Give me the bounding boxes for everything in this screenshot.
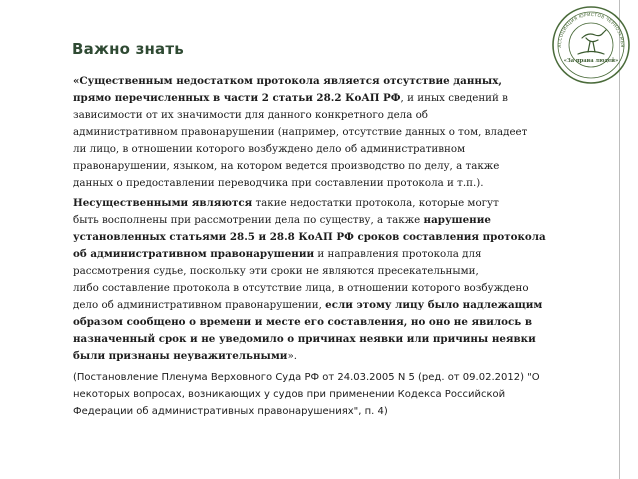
para2-line7: дело об административном правонарушении, если этому лицу было надлежащим (73, 299, 543, 311)
seal-motto: «За права людей» (563, 58, 619, 64)
content-body (73, 73, 613, 420)
seal-top-text: АССОЦИАЦИЯ ЮРИСТОВ ЧЕРНОЗЕМЬЯ (557, 12, 625, 48)
para2-line6: либо составление протокола в отсутствие лица, в отношении которого возбуждено (73, 282, 529, 294)
para2-line1: Несущественными являются такие недостатки протокола, которые могут (73, 197, 499, 209)
crane-icon (578, 30, 606, 54)
citation-line1: (Постановление Пленума Верховного Суда РФ от 24.03.2005 N 5 (ред. от 09.02.2012) "О (73, 372, 540, 383)
para1-line4: административном правонарушении (например, отсутствие данных о том, владеет (73, 126, 528, 138)
citation-line2: некоторых вопросах, возникающих у судов при применении Кодекса Российской (73, 389, 506, 400)
para1-line5: ли лицо, в отношении которого возбуждено дело об административном (73, 143, 466, 155)
svg-text:АССОЦИАЦИЯ ЮРИСТОВ ЧЕРНОЗЕМЬЯ (557, 12, 625, 48)
quote-paragraph-essential (73, 73, 613, 192)
source-citation (73, 369, 613, 420)
para1-line7: данных о предоставлении переводчика при составлении протокола и т.п.). (73, 177, 484, 189)
para1-line3: зависимости от их значимости для данного конкретного дела об (73, 109, 429, 121)
para2-line4: об административном правонарушении и направления протокола для (73, 248, 482, 260)
para1-line2: прямо перечисленных в части 2 статьи 28.2 КоАП РФ, и иных сведений в (73, 92, 508, 104)
para2-line3: установленных статьями 28.5 и 28.8 КоАП РФ сроков составления протокола (73, 231, 546, 243)
para2-line8: образом сообщено о времени и месте его составления, но оно не явилось в (73, 316, 532, 328)
para1-line1: «Существенным недостатком протокола является отсутствие данных, (73, 75, 502, 87)
quote-paragraph-nonessential (73, 195, 613, 365)
para2-line9: назначенный срок и не уведомило о причинах неявки или причины неявки (73, 333, 536, 345)
para2-line5: рассмотрения судье, поскольку эти сроки не являются пресекательными, (73, 265, 479, 277)
slide-title: Важно знать (72, 40, 184, 58)
citation-line3: Федерации об административных правонарушениях", п. 4) (73, 406, 388, 417)
para1-line6: правонарушении, языком, на котором ведется производство по делу, а также (73, 160, 500, 172)
para2-line10: были признаны неуважительными». (73, 350, 298, 362)
para2-line2: быть восполнены при рассмотрении дела по существу, а также нарушение (73, 214, 491, 226)
